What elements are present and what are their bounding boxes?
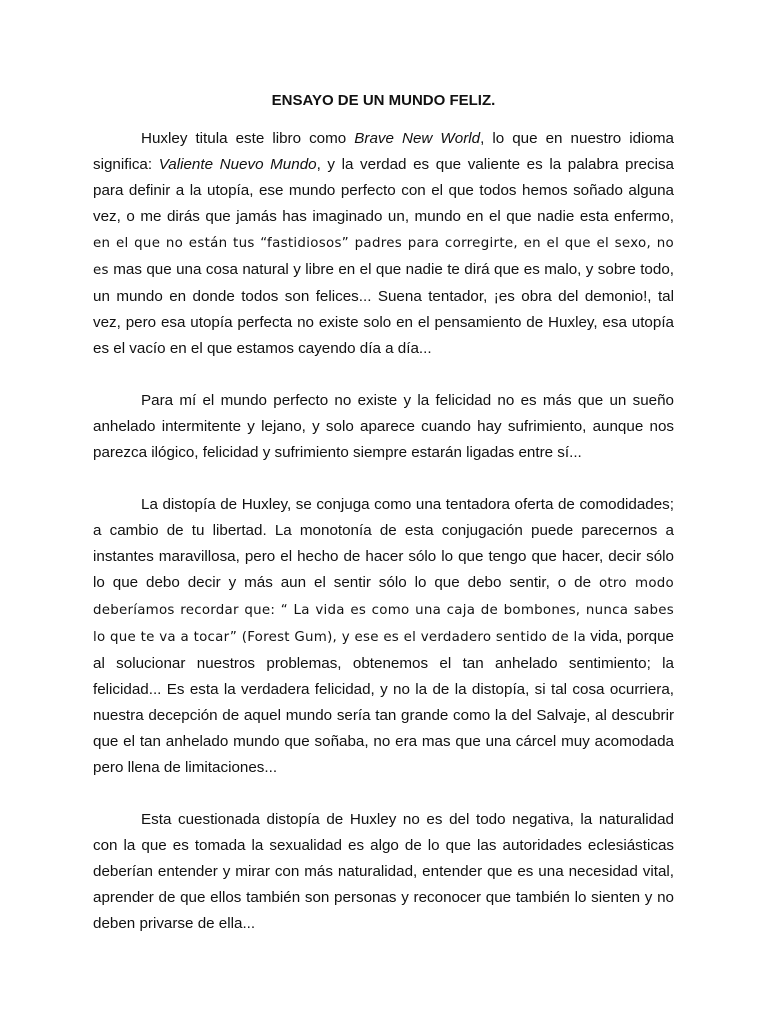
paragraph-4: Esta cuestionada distopía de Huxley no es del todo negativa, la naturalidad con la que es tomada la sexualidad es algo de lo que las autoridades eclesiásticas deberían entender y mirar con más naturalidad, entender que es una necesidad vital, aprender de que ellos también son personas y reconocer que también lo sienten y no deben privarse de ella... <box>93 811 674 932</box>
paragraph-1-end: mas que una cosa natural y libre en el que nadie te dirá que es malo, y sobre todo, un mundo en donde todos son felices... Suena tentador, ¡es obra del demonio!, tal vez, pero esa utopía perfecta no existe solo en el pensamiento de Huxley, esa utopía es el vacío en el que estamos cayendo día a día... <box>93 261 674 357</box>
paragraph-1 <box>93 126 674 362</box>
paragraph-1-alt-font-line: en el que no están tus “fastidiosos” padres para corregirte, en el que el sexo, no es <box>93 236 674 278</box>
book-title-spanish: Valiente Nuevo Mundo <box>158 156 317 173</box>
paragraph-3 <box>93 492 674 781</box>
book-title-english: Brave New World <box>354 130 481 147</box>
paragraph-2: Para mí el mundo perfecto no existe y la felicidad no es más que un sueño anhelado intermitente y lejano, y solo aparece cuando hay sufrimiento, aunque nos parezca ilógico, felicidad y sufrimiento siempre estarán ligadas entre sí... <box>93 392 674 461</box>
paragraph-1-body: , y la verdad es que valiente es la palabra precisa para definir a la utopía, ese mundo perfecto con el que todos hemos soñado alguna vez, o me dirás que jamás has imaginado un, mundo en el que nadie esta enfermo, <box>93 156 674 225</box>
paragraph-3-intro: La distopía de Huxley, se conjuga como una tentadora oferta de comodidades; a cambio de tu libertad. La monotonía de esta conjugación puede parecernos a instantes maravillosa, pero el hecho de hacer sólo lo que tengo que hacer, decir sólo lo que debo decir y más aun el sentir sólo lo que debo sentir, o de <box>93 496 674 591</box>
paragraph-1-text: , lo que en nuestro idioma significa: <box>93 130 674 173</box>
document-page <box>93 88 674 963</box>
document-title: ENSAYO DE UN MUNDO FELIZ. <box>271 92 496 109</box>
paragraph-3-end: vida, porque al solucionar nuestros problemas, obtenemos el tan anhelado sentimiento; la felicidad... Es esta la verdadera felicidad, y no la de la distopía, si tal cosa ocurriera, nuestra decepción de aquel mundo sería tan grande como la del Salvaje, al descubrir que el tan anhelado mundo que soñaba, no era mas que una cárcel muy acomodada pero llena de limitaciones... <box>93 628 674 776</box>
paragraph-3-quote: otro modo deberíamos recordar que: “ La vida es como una caja de bombones, nunca sabes lo que te va a tocar” (Forest Gum), y ese es el verdadero sentido de la <box>93 576 674 645</box>
paragraph-1-intro: Huxley titula este libro como <box>141 130 355 147</box>
